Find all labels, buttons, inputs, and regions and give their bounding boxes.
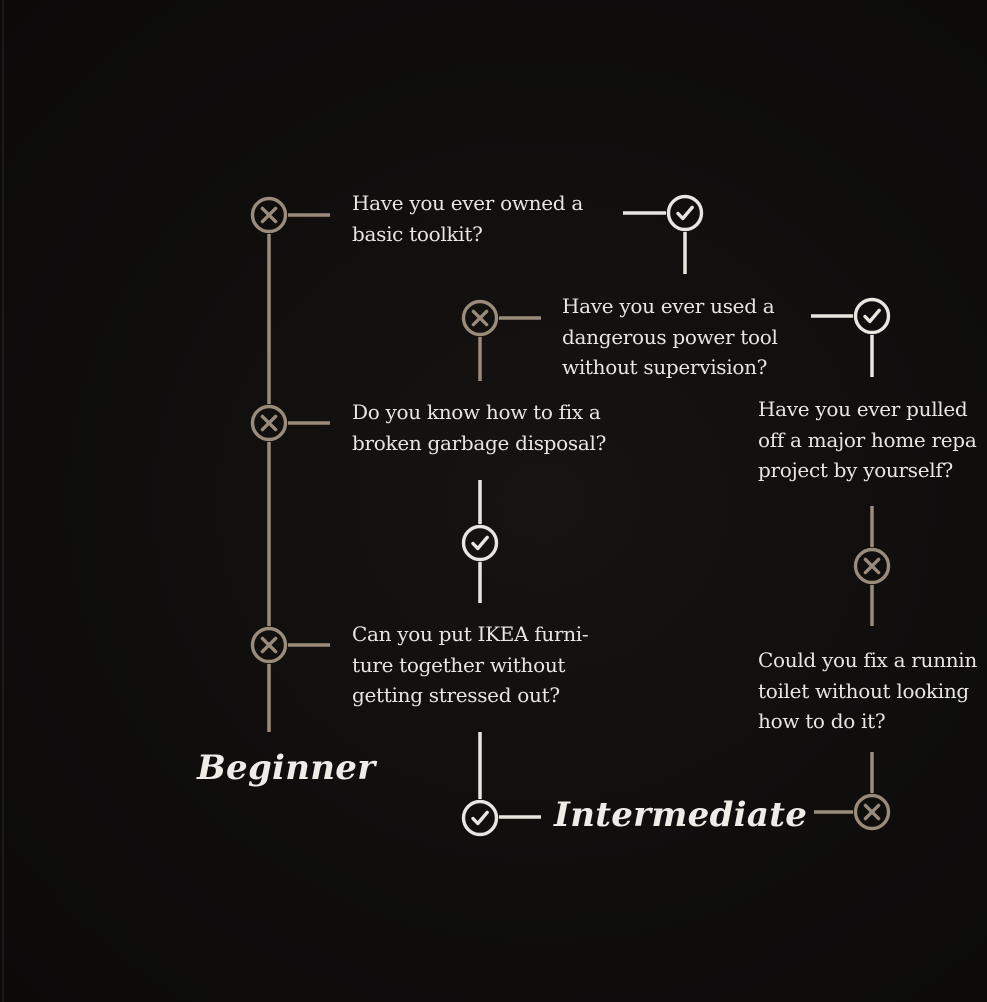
question-power-tool: [562, 291, 778, 383]
no-garbage-disposal-x-circle-icon: [253, 407, 286, 440]
question-ikea-line-1: Can you put IKEA furni-: [352, 622, 589, 646]
question-toolkit-line-1: Have you ever owned a: [352, 191, 583, 215]
question-toolkit-line-2: basic toolkit?: [352, 221, 483, 246]
question-home-repair-line-3: project by yourself?: [758, 458, 953, 482]
yes-ikea-check-circle-icon: [464, 802, 497, 835]
question-toilet-line-3: how to do it?: [758, 709, 886, 733]
question-toilet: [758, 645, 977, 737]
question-toolkit: [352, 188, 583, 249]
question-ikea: [352, 619, 588, 711]
level-label-intermediate: Intermediate: [554, 795, 808, 835]
yes-power-tool-check-circle-icon: [856, 300, 889, 333]
no-power-tool-x-circle-icon: [464, 302, 497, 335]
no-ikea-x-circle-icon: [253, 629, 286, 662]
question-garbage-disposal: [352, 397, 606, 458]
no-toilet-x-circle-icon: [856, 796, 889, 829]
question-toilet-line-1: Could you fix a runnin: [758, 648, 977, 672]
question-home-repair-line-1: Have you ever pulled: [758, 397, 968, 421]
question-garbage-disposal-line-2: broken garbage disposal?: [352, 430, 607, 455]
no-toolkit-x-circle-icon: [253, 199, 286, 232]
question-toilet-line-2: toilet without looking: [758, 678, 969, 703]
question-ikea-line-3: getting stressed out?: [352, 683, 560, 707]
question-home-repair: [758, 394, 976, 486]
question-power-tool-line-3: without supervision?: [562, 355, 768, 379]
yes-garbage-disposal-check-circle-icon: [464, 527, 497, 560]
no-home-repair-x-circle-icon: [856, 550, 889, 583]
question-garbage-disposal-line-1: Do you know how to fix a: [352, 400, 601, 424]
question-power-tool-line-1: Have you ever used a: [562, 294, 775, 318]
level-label-beginner: Beginner: [197, 748, 376, 788]
question-ikea-line-2: ture together without: [352, 652, 566, 677]
question-power-tool-line-2: dangerous power tool: [562, 324, 778, 349]
question-home-repair-line-2: off a major home repa: [758, 427, 977, 452]
yes-toolkit-check-circle-icon: [669, 197, 702, 230]
